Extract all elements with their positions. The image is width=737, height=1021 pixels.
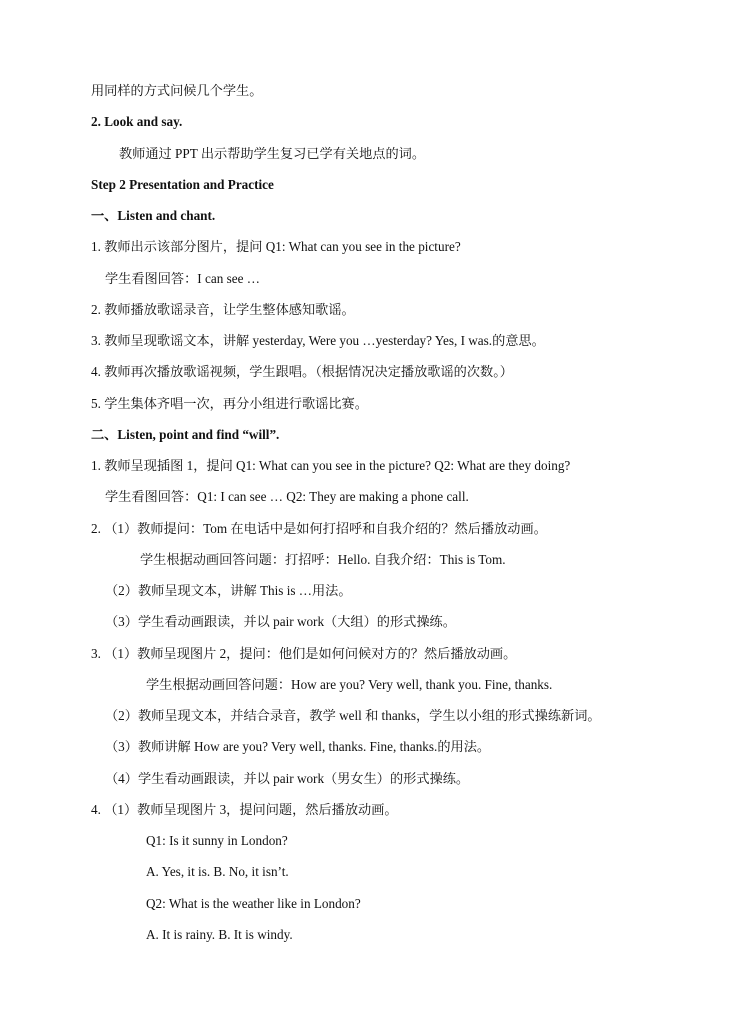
list-item-1: 1. 教师出示该部分图片，提问 Q1: What can you see in the picture? <box>91 239 461 254</box>
list-item-4: 4. 教师再次播放歌谣视频，学生跟唱。（根据情况决定播放歌谣的次数。） <box>91 364 513 379</box>
list-item-b1: 1. 教师呈现插图 1，提问 Q1: What can you see in the picture? Q2: What are they doing? <box>91 458 571 473</box>
list-item-1-answer: 学生看图回答：I can see … <box>105 271 260 286</box>
list-item-b3-answer: 学生根据动画回答问题：How are you? Very well, thank you. Fine, thanks. <box>146 677 553 692</box>
list-item-5: 5. 学生集体齐唱一次，再分小组进行歌谣比赛。 <box>91 396 368 411</box>
list-item-b3-sub2: （2）教师呈现文本，并结合录音，教学 well 和 thanks，学生以小组的形式操练新词。 <box>105 708 601 723</box>
question-2: Q2: What is the weather like in London? <box>146 896 361 911</box>
question-2-options: A. It is rainy. B. It is windy. <box>146 927 293 942</box>
list-item-b2-sub3: （3）学生看动画跟读，并以 pair work（大组）的形式操练。 <box>105 614 456 629</box>
list-item-b3: 3. （1）教师呈现图片 2，提问：他们是如何问候对方的？然后播放动画。 <box>91 646 517 661</box>
question-1-options: A. Yes, it is. B. No, it isn’t. <box>146 864 289 879</box>
list-item-b3-sub3: （3）教师讲解 How are you? Very well, thanks. Fine, thanks.的用法。 <box>105 739 491 754</box>
section-heading-look-and-say: 2. Look and say. <box>91 114 183 129</box>
list-item-b3-sub4: （4）学生看动画跟读，并以 pair work（男女生）的形式操练。 <box>105 771 470 786</box>
list-item-2: 2. 教师播放歌谣录音，让学生整体感知歌谣。 <box>91 302 355 317</box>
section-heading-listen-point-find: 二、Listen, point and find “will”. <box>91 427 280 442</box>
list-item-b2: 2. （1）教师提问：Tom 在电话中是如何打招呼和自我介绍的？然后播放动画。 <box>91 521 547 536</box>
question-1: Q1: Is it sunny in London? <box>146 833 288 848</box>
list-item-b2-sub2: （2）教师呈现文本，讲解 This is …用法。 <box>105 583 352 598</box>
list-item-b2-answer: 学生根据动画回答问题：打招呼：Hello. 自我介绍：This is Tom. <box>140 552 506 567</box>
text-line-1: 用同样的方式问候几个学生。 <box>91 83 263 98</box>
section-heading-listen-and-chant: 一、Listen and chant. <box>91 208 216 223</box>
list-item-b1-answer: 学生看图回答：Q1: I can see … Q2: They are making a phone call. <box>105 489 469 504</box>
list-item-b4: 4. （1）教师呈现图片 3，提问问题，然后播放动画。 <box>91 802 398 817</box>
list-item-3: 3. 教师呈现歌谣文本，讲解 yesterday, Were you …yesterday? Yes, I was.的意思。 <box>91 333 545 348</box>
step-heading: Step 2 Presentation and Practice <box>91 177 274 192</box>
text-line-3: 教师通过 PPT 出示帮助学生复习已学有关地点的词。 <box>119 146 426 161</box>
